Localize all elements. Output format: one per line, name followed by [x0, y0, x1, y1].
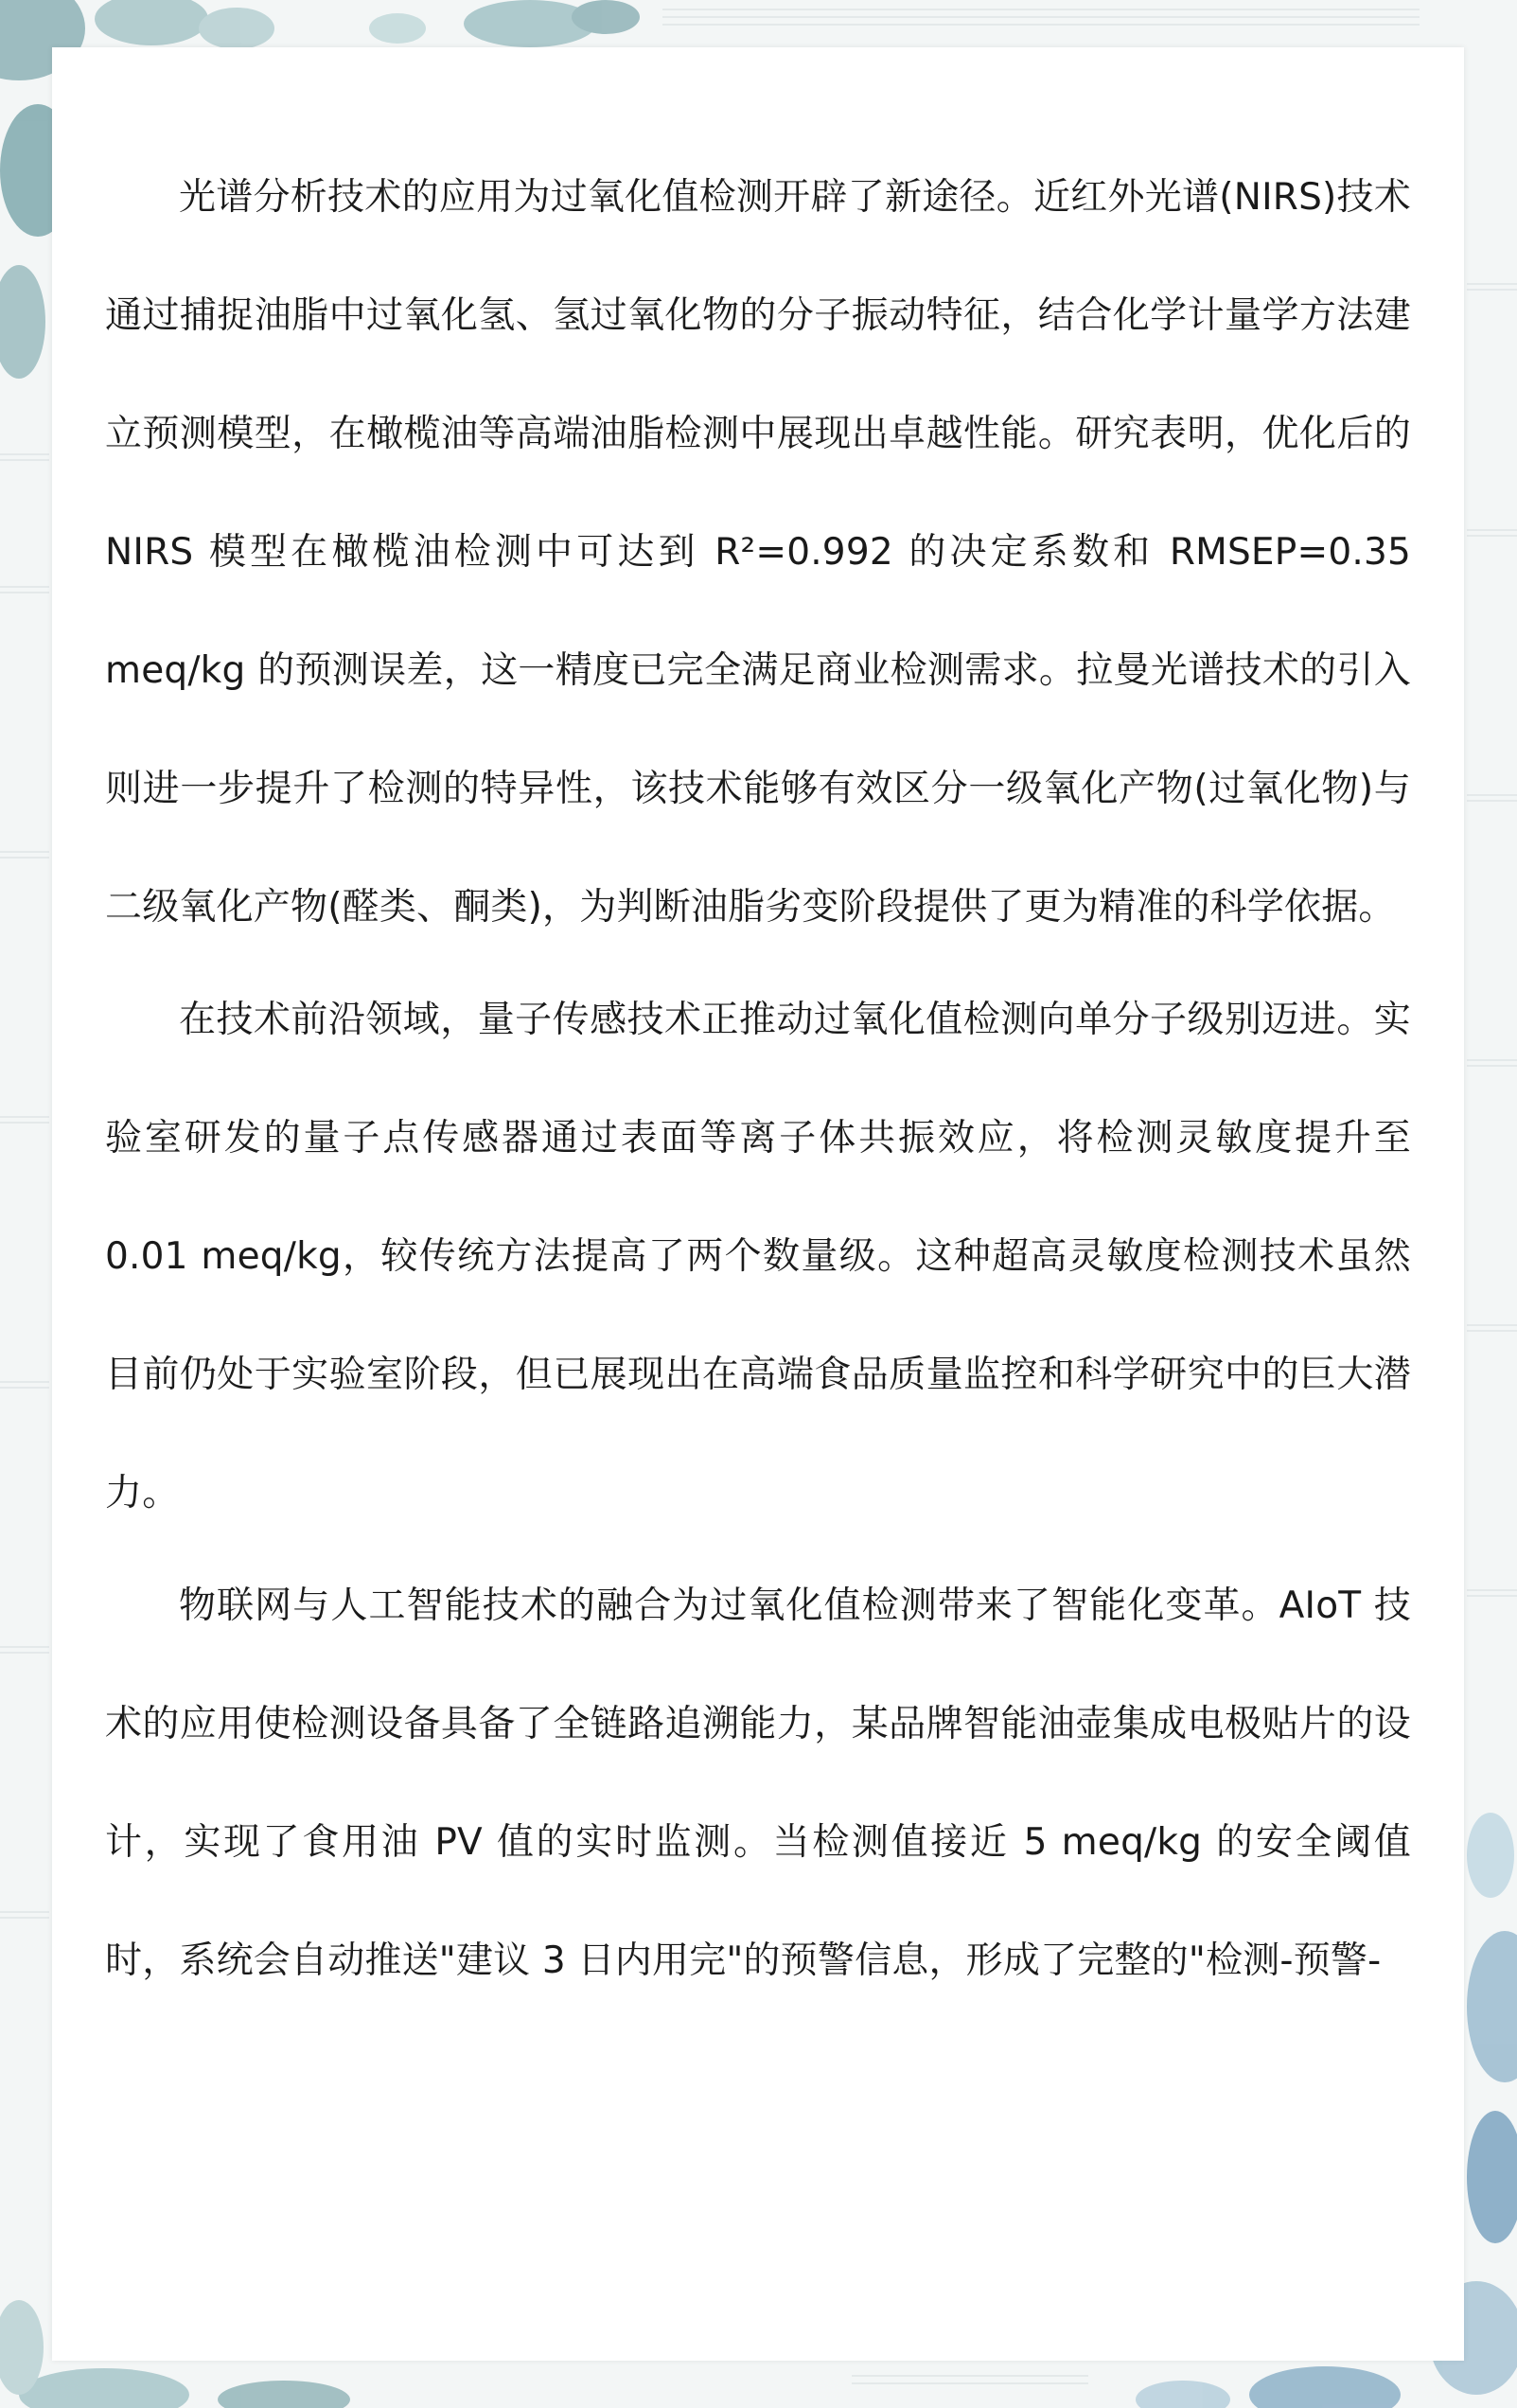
document-page: [52, 47, 1464, 2361]
paragraph-aiot: 物联网与人工智能技术的融合为过氧化值检测带来了智能化变革。AIoT 技术的应用使检测设备具备了全链路追溯能力，某品牌智能油壶集成电极贴片的设计，实现了食用油 PV 值的实时监测。当检测值接近 5 meq/kg 的安全阈值时，系统会自动推送"建议 3 日内用完"的预警信息，形成了完整的"检测-预警-: [105, 1585, 1411, 1982]
document-body: [105, 138, 1411, 2020]
paragraph-spectroscopy: 光谱分析技术的应用为过氧化值检测开辟了新途径。近红外光谱(NIRS)技术通过捕捉油脂中过氧化氢、氢过氧化物的分子振动特征，结合化学计量学方法建立预测模型，在橄榄油等高端油脂检测中展现出卓越性能。研究表明，优化后的 NIRS 模型在橄榄油检测中可达到 R²=0.992 的决定系数和 RMSEP=0.35 meq/kg 的预测误差，这一精度已完全满足商业检测需求。拉曼光谱技术的引入则进一步提升了检测的特异性，该技术能够有效区分一级氧化产物(过氧化物)与二级氧化产物(醛类、酮类)，为判断油脂劣变阶段提供了更为精准的科学依据。: [105, 176, 1411, 929]
paragraph-quantum-sensing: 在技术前沿领域，量子传感技术正推动过氧化值检测向单分子级别迈进。实验室研发的量子点传感器通过表面等离子体共振效应，将检测灵敏度提升至 0.01 meq/kg，较传统方法提高了两个数量级。这种超高灵敏度检测技术虽然目前仍处于实验室阶段，但已展现出在高端食品质量监控和科学研究中的巨大潜力。: [105, 999, 1411, 1514]
